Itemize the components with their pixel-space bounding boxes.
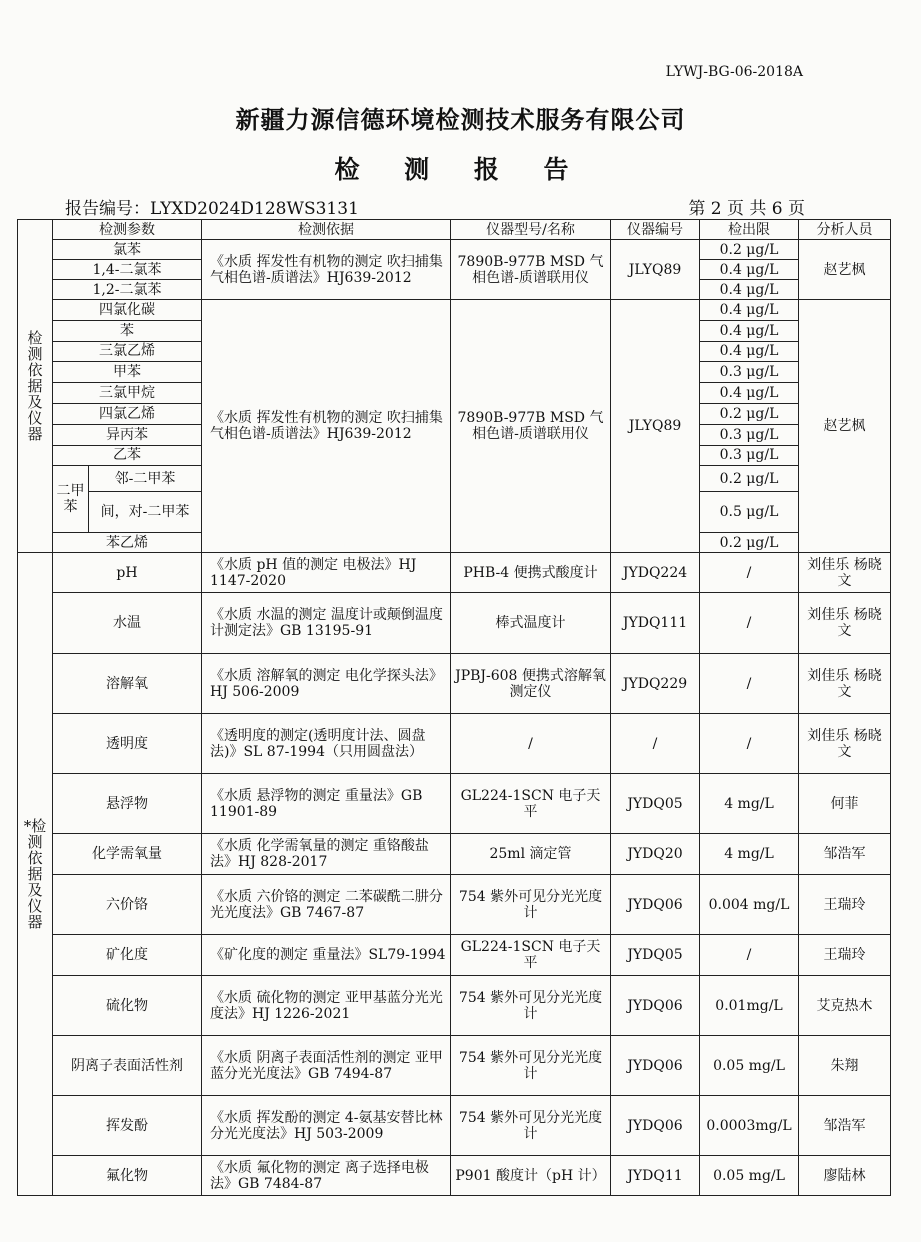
instrument-cell: P901 酸度计（pH 计） bbox=[451, 1156, 611, 1196]
analyst-cell: 赵艺枫 bbox=[799, 300, 891, 553]
analyst-cell: 刘佳乐 杨晓文 bbox=[799, 553, 891, 593]
basis-cell: 《水质 硫化物的测定 亚甲基蓝分光光度法》HJ 1226-2021 bbox=[202, 976, 451, 1036]
table-row bbox=[18, 935, 891, 976]
basis-cell: 《矿化度的测定 重量法》SL79-1994 bbox=[202, 935, 451, 976]
param-cell: 甲苯 bbox=[53, 362, 202, 383]
table-row bbox=[18, 654, 891, 714]
param-cell: 六价铬 bbox=[53, 875, 202, 935]
param-cell: 四氯化碳 bbox=[53, 300, 202, 321]
param-cell: 氟化物 bbox=[53, 1156, 202, 1196]
limit-cell: 0.3 μg/L bbox=[700, 445, 799, 466]
instrument-no-cell: JLYQ89 bbox=[611, 300, 700, 553]
basis-cell: 《水质 阴离子表面活性剂的测定 亚甲蓝分光光度法》GB 7494-87 bbox=[202, 1036, 451, 1096]
param-cell: 水温 bbox=[53, 593, 202, 654]
table-row bbox=[18, 834, 891, 875]
instrument-cell: 棒式温度计 bbox=[451, 593, 611, 654]
instrument-no-cell: JYDQ111 bbox=[611, 593, 700, 654]
analyst-cell: 廖陆林 bbox=[799, 1156, 891, 1196]
analyst-cell: 艾克热木 bbox=[799, 976, 891, 1036]
table-row bbox=[18, 220, 891, 240]
limit-cell: 0.05 mg/L bbox=[700, 1156, 799, 1196]
analyst-cell: 邹浩军 bbox=[799, 1096, 891, 1156]
limit-cell: 0.01mg/L bbox=[700, 976, 799, 1036]
analyst-cell: 王瑞玲 bbox=[799, 935, 891, 976]
instrument-cell: / bbox=[451, 714, 611, 774]
limit-cell: 0.3 μg/L bbox=[700, 424, 799, 445]
limit-cell: 0.4 μg/L bbox=[700, 341, 799, 362]
limit-cell: 0.2 μg/L bbox=[700, 533, 799, 553]
header-basis: 检测依据 bbox=[202, 220, 451, 240]
param-cell: 悬浮物 bbox=[53, 774, 202, 834]
limit-cell: 0.4 μg/L bbox=[700, 280, 799, 300]
basis-cell: 《水质 氟化物的测定 离子选择电极法》GB 7484-87 bbox=[202, 1156, 451, 1196]
param-cell: 四氯乙烯 bbox=[53, 403, 202, 424]
instrument-no-cell: JYDQ229 bbox=[611, 654, 700, 714]
param-cell: 乙苯 bbox=[53, 445, 202, 466]
analyst-cell: 刘佳乐 杨晓文 bbox=[799, 714, 891, 774]
header-instrument: 仪器型号/名称 bbox=[451, 220, 611, 240]
instrument-no-cell: / bbox=[611, 714, 700, 774]
instrument-cell: PHB-4 便携式酸度计 bbox=[451, 553, 611, 593]
basis-cell: 《水质 挥发性有机物的测定 吹扫捕集气相色谱-质谱法》HJ639-2012 bbox=[202, 240, 451, 300]
basis-cell: 《水质 溶解氧的测定 电化学探头法》HJ 506-2009 bbox=[202, 654, 451, 714]
basis-cell: 《水质 pH 值的测定 电极法》HJ 1147-2020 bbox=[202, 553, 451, 593]
table-row bbox=[18, 714, 891, 774]
instrument-no-cell: JYDQ06 bbox=[611, 1096, 700, 1156]
basis-cell: 《透明度的测定(透明度计法、圆盘法)》SL 87-1994（只用圆盘法） bbox=[202, 714, 451, 774]
instrument-cell: 7890B-977B MSD 气相色谱-质谱联用仪 bbox=[451, 240, 611, 300]
table-row bbox=[18, 976, 891, 1036]
instrument-cell: GL224-1SCN 电子天平 bbox=[451, 935, 611, 976]
instrument-cell: JPBJ-608 便携式溶解氧测定仪 bbox=[451, 654, 611, 714]
header-param: 检测参数 bbox=[53, 220, 202, 240]
xylene-label: 二甲苯 bbox=[53, 466, 89, 533]
analyst-cell: 邹浩军 bbox=[799, 834, 891, 875]
basis-cell: 《水质 挥发酚的测定 4-氨基安替比林分光光度法》HJ 503-2009 bbox=[202, 1096, 451, 1156]
instrument-cell: 754 紫外可见分光光度计 bbox=[451, 1096, 611, 1156]
param-cell: 1,4-二氯苯 bbox=[53, 260, 202, 280]
section-label: *检测依据及仪器 bbox=[18, 553, 53, 1196]
limit-cell: / bbox=[700, 593, 799, 654]
basis-cell: 《水质 悬浮物的测定 重量法》GB 11901-89 bbox=[202, 774, 451, 834]
instrument-no-cell: JYDQ06 bbox=[611, 875, 700, 935]
param-cell: 溶解氧 bbox=[53, 654, 202, 714]
limit-cell: 0.2 μg/L bbox=[700, 240, 799, 260]
param-cell: 氯苯 bbox=[53, 240, 202, 260]
table-row bbox=[18, 240, 891, 260]
limit-cell: 0.004 mg/L bbox=[700, 875, 799, 935]
table-row bbox=[18, 875, 891, 935]
param-cell: 三氯乙烯 bbox=[53, 341, 202, 362]
header-limit: 检出限 bbox=[700, 220, 799, 240]
param-cell: 邻-二甲苯 bbox=[89, 466, 202, 492]
instrument-cell: 754 紫外可见分光光度计 bbox=[451, 976, 611, 1036]
instrument-no-cell: JYDQ05 bbox=[611, 935, 700, 976]
report-title: 检 测 报 告 bbox=[334, 155, 587, 184]
company-name: 新疆力源信德环境检测技术服务有限公司 bbox=[235, 105, 686, 134]
analyst-cell: 刘佳乐 杨晓文 bbox=[799, 654, 891, 714]
limit-cell: 0.4 μg/L bbox=[700, 260, 799, 280]
limit-cell: / bbox=[700, 935, 799, 976]
analyst-cell: 赵艺枫 bbox=[799, 240, 891, 300]
basis-cell: 《水质 化学需氧量的测定 重铬酸盐法》HJ 828-2017 bbox=[202, 834, 451, 875]
param-cell: 矿化度 bbox=[53, 935, 202, 976]
instrument-cell: 7890B-977B MSD 气相色谱-质谱联用仪 bbox=[451, 300, 611, 553]
basis-cell: 《水质 六价铬的测定 二苯碳酰二肼分光光度法》GB 7467-87 bbox=[202, 875, 451, 935]
param-cell: 间，对-二甲苯 bbox=[89, 492, 202, 533]
param-cell: 化学需氧量 bbox=[53, 834, 202, 875]
basis-cell: 《水质 水温的测定 温度计或颠倒温度计测定法》GB 13195-91 bbox=[202, 593, 451, 654]
table-row bbox=[18, 774, 891, 834]
param-cell: 1,2-二氯苯 bbox=[53, 280, 202, 300]
instrument-cell: 25ml 滴定管 bbox=[451, 834, 611, 875]
table-row bbox=[18, 553, 891, 593]
instrument-no-cell: JYDQ06 bbox=[611, 1036, 700, 1096]
param-cell: 阴离子表面活性剂 bbox=[53, 1036, 202, 1096]
param-cell: pH bbox=[53, 553, 202, 593]
param-cell: 透明度 bbox=[53, 714, 202, 774]
instrument-no-cell: JYDQ224 bbox=[611, 553, 700, 593]
basis-cell: 《水质 挥发性有机物的测定 吹扫捕集气相色谱-质谱法》HJ639-2012 bbox=[202, 300, 451, 553]
limit-cell: 0.4 μg/L bbox=[700, 320, 799, 341]
limit-cell: 4 mg/L bbox=[700, 774, 799, 834]
param-cell: 苯 bbox=[53, 320, 202, 341]
table-row bbox=[18, 300, 891, 321]
limit-cell: 0.05 mg/L bbox=[700, 1036, 799, 1096]
limit-cell: 0.2 μg/L bbox=[700, 403, 799, 424]
header-instrument-no: 仪器编号 bbox=[611, 220, 700, 240]
limit-cell: 0.4 μg/L bbox=[700, 300, 799, 321]
instrument-no-cell: JYDQ20 bbox=[611, 834, 700, 875]
limit-cell: / bbox=[700, 714, 799, 774]
table-row bbox=[18, 1036, 891, 1096]
header-analyst: 分析人员 bbox=[799, 220, 891, 240]
document-code: LYWJ-BG-06-2018A bbox=[665, 64, 803, 80]
limit-cell: / bbox=[700, 553, 799, 593]
section-label: 检测依据及仪器 bbox=[18, 220, 53, 553]
limit-cell: / bbox=[700, 654, 799, 714]
detection-table bbox=[17, 219, 891, 1196]
report-number: 报告编号：LYXD2024D128WS3131 bbox=[65, 199, 359, 219]
param-cell: 三氯甲烷 bbox=[53, 383, 202, 404]
limit-cell: 0.4 μg/L bbox=[700, 383, 799, 404]
instrument-no-cell: JYDQ11 bbox=[611, 1156, 700, 1196]
instrument-no-cell: JLYQ89 bbox=[611, 240, 700, 300]
param-cell: 苯乙烯 bbox=[53, 533, 202, 553]
instrument-no-cell: JYDQ06 bbox=[611, 976, 700, 1036]
analyst-cell: 朱翔 bbox=[799, 1036, 891, 1096]
param-cell: 硫化物 bbox=[53, 976, 202, 1036]
instrument-cell: GL224-1SCN 电子天平 bbox=[451, 774, 611, 834]
param-cell: 异丙苯 bbox=[53, 424, 202, 445]
analyst-cell: 何菲 bbox=[799, 774, 891, 834]
analyst-cell: 刘佳乐 杨晓文 bbox=[799, 593, 891, 654]
limit-cell: 0.3 μg/L bbox=[700, 362, 799, 383]
table-row bbox=[18, 1096, 891, 1156]
limit-cell: 4 mg/L bbox=[700, 834, 799, 875]
table-row bbox=[18, 1156, 891, 1196]
param-cell: 挥发酚 bbox=[53, 1096, 202, 1156]
instrument-cell: 754 紫外可见分光光度计 bbox=[451, 875, 611, 935]
limit-cell: 0.5 μg/L bbox=[700, 492, 799, 533]
limit-cell: 0.0003mg/L bbox=[700, 1096, 799, 1156]
table-row bbox=[18, 593, 891, 654]
page-info: 第 2 页 共 6 页 bbox=[688, 199, 805, 219]
instrument-no-cell: JYDQ05 bbox=[611, 774, 700, 834]
instrument-cell: 754 紫外可见分光光度计 bbox=[451, 1036, 611, 1096]
analyst-cell: 王瑞玲 bbox=[799, 875, 891, 935]
limit-cell: 0.2 μg/L bbox=[700, 466, 799, 492]
